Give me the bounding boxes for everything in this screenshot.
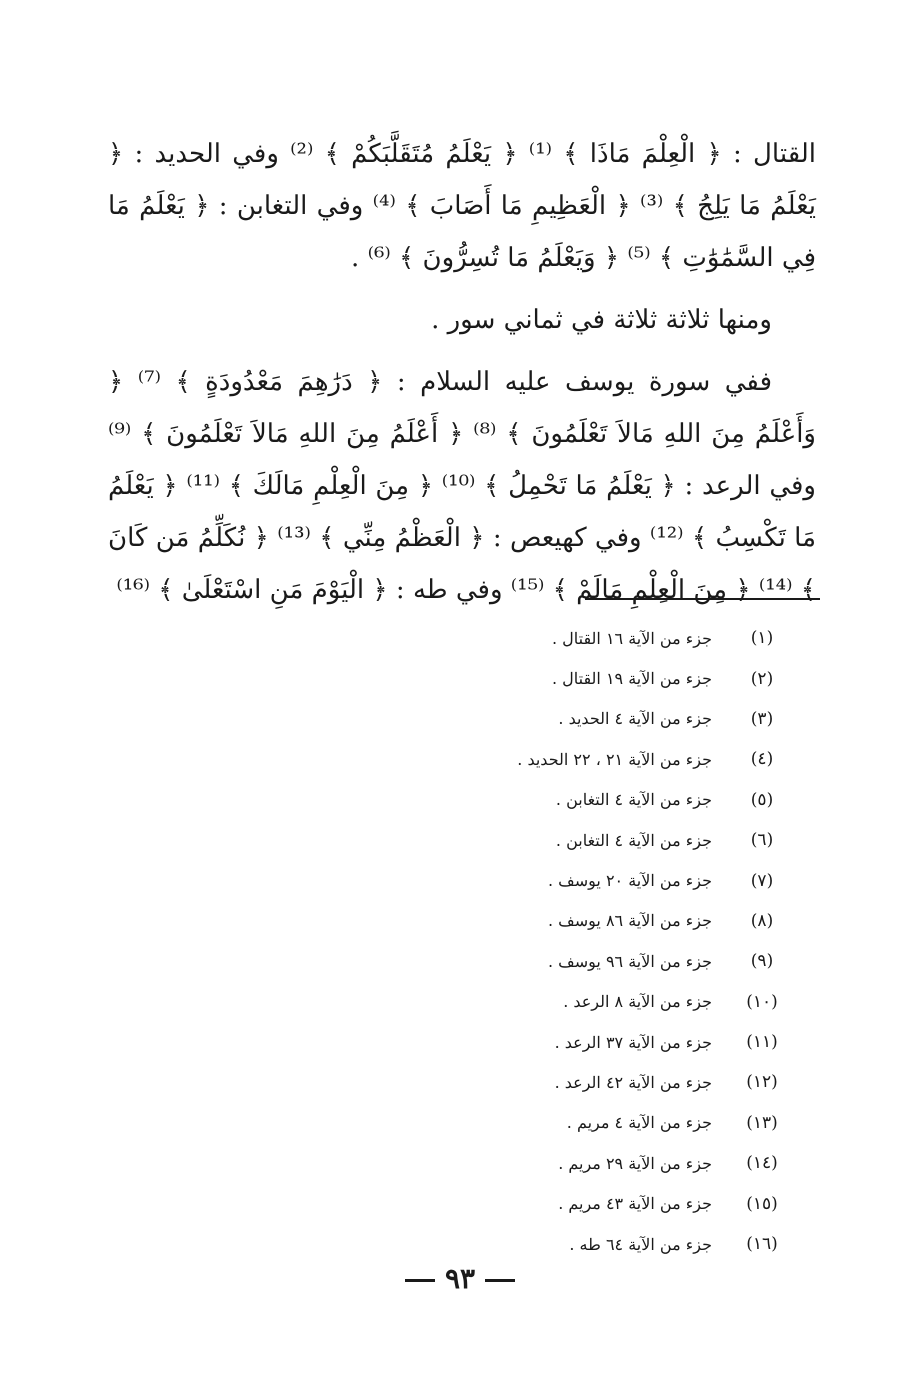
main-text: [108, 128, 816, 616]
footnote-number: (٧): [750, 870, 774, 891]
footnote-text: جزء من الآية ٤٢ الرعد .: [554, 1072, 712, 1092]
page-number-dash: [405, 1279, 435, 1282]
footnote-13: [372, 1103, 812, 1143]
footnote-text: جزء من الآية ٢٠ يوسف .: [548, 871, 712, 891]
footnote-3: [372, 699, 812, 739]
footnote-text: جزء من الآية ٤ الحديد .: [558, 709, 712, 729]
footnotes-list: [372, 618, 812, 1264]
footnote-text: جزء من الآية ٤ التغابن .: [555, 830, 712, 850]
footnote-6: [372, 820, 812, 860]
footnote-number: (٢): [750, 668, 774, 689]
page-number: [0, 1262, 920, 1295]
footnote-14: [372, 1143, 812, 1183]
footnote-number: (٣): [750, 708, 774, 729]
footnote-11: [372, 1022, 812, 1062]
footnote-text: جزء من الآية ١٩ القتال .: [551, 669, 712, 689]
footnote-text: جزء من الآية ٢١ ، ٢٢ الحديد .: [517, 749, 712, 769]
footnote-number: (٨): [750, 910, 774, 931]
footnote-text: جزء من الآية ٨ الرعد .: [563, 992, 712, 1012]
footnote-10: [372, 982, 812, 1022]
footnote-number: (١٤): [746, 1153, 778, 1174]
footnote-9: [372, 941, 812, 981]
footnote-text: جزء من الآية ٣٧ الرعد .: [554, 1032, 712, 1052]
paragraph-1: القتال : ﴿ الْعِلْمَ مَاذَا ﴾ ⁽¹⁾ ﴿ يَعْلَمُ مُتَقَلَّبَكُمْ ﴾ ⁽²⁾ وفي الحديد : ﴿ يَعْلَمُ مَا يَلِجُ ﴾ ⁽³⁾ ﴿ الْعَظِيمِ مَا أَصَابَ ﴾ ⁽⁴⁾ وفي التغابن : ﴿ يَعْلَمُ مَا فِي السَّمَٰوَٰتِ ﴾ ⁽⁵⁾ ﴿ وَيَعْلَمُ مَا تُسِرُّونَ ﴾ ⁽⁶⁾ .: [108, 139, 816, 273]
footnote-text: جزء من الآية ٤٣ مريم .: [558, 1194, 712, 1214]
footnote-number: (٩): [750, 951, 774, 972]
footnote-number: (١٣): [746, 1112, 778, 1133]
footnote-number: (٦): [750, 830, 774, 851]
footnote-text: جزء من الآية ٦٤ طه .: [569, 1234, 712, 1254]
footnote-number: (١٦): [746, 1234, 778, 1255]
footnote-text: جزء من الآية ٢٩ مريم .: [558, 1153, 712, 1173]
footnote-number: (١): [750, 628, 774, 649]
footnote-2: [372, 658, 812, 698]
footnote-15: [372, 1183, 812, 1223]
footnote-7: [372, 860, 812, 900]
footnote-text: جزء من الآية ٨٦ يوسف .: [548, 911, 712, 931]
footnote-5: [372, 780, 812, 820]
footnote-1: [372, 618, 812, 658]
footnote-4: [372, 739, 812, 779]
footnote-separator: [585, 598, 820, 600]
footnote-16: [372, 1224, 812, 1264]
footnote-number: (٤): [750, 749, 774, 770]
footnote-text: جزء من الآية ٤ التغابن .: [555, 790, 712, 810]
page-number-dash: [485, 1279, 515, 1282]
paragraph-2: ومنها ثلاثة ثلاثة في ثماني سور .: [431, 305, 772, 335]
footnote-text: جزء من الآية ١٦ القتال .: [551, 628, 712, 648]
paragraph-3: ففي سورة يوسف عليه السلام : ﴿ دَرَٰهِمَ مَعْدُودَةٍ ﴾ ⁽⁷⁾ ﴿ وَأَعْلَمُ مِنَ اللهِ مَالاَ تَعْلَمُونَ ﴾ ⁽⁸⁾ ﴿ أَعْلَمُ مِنَ اللهِ مَالاَ تَعْلَمُونَ ﴾ ⁽⁹⁾ وفي الرعد : ﴿ يَعْلَمُ مَا تَحْمِلُ ﴾ ⁽¹⁰⁾ ﴿ مِنَ الْعِلْمِ مَالَكَ ﴾ ⁽¹¹⁾ ﴿ يَعْلَمُ مَا تَكْسِبُ ﴾ ⁽¹²⁾ وفي كهيعص : ﴿ الْعَظْمُ مِنِّي ﴾ ⁽¹³⁾ ﴿ نُكَلِّمُ مَن كَانَ ﴾ ⁽¹⁴⁾ ﴿ مِنَ الْعِلْمِ مَالَمْ ﴾ ⁽¹⁵⁾ وفي طه : ﴿ الْيَوْمَ مَنِ اسْتَعْلَىٰ ﴾ ⁽¹⁶⁾: [108, 367, 817, 605]
footnote-text: جزء من الآية ٩٦ يوسف .: [548, 951, 712, 971]
footnote-number: (٥): [750, 789, 774, 810]
footnote-text: جزء من الآية ٤ مريم .: [566, 1113, 712, 1133]
footnote-12: [372, 1062, 812, 1102]
footnote-8: [372, 901, 812, 941]
footnote-number: (١٥): [746, 1193, 778, 1214]
page-number-value: ٩٣: [444, 1262, 476, 1295]
footnote-number: (١٢): [746, 1072, 778, 1093]
footnote-number: (١١): [746, 1032, 778, 1053]
footnote-number: (١٠): [746, 991, 778, 1012]
